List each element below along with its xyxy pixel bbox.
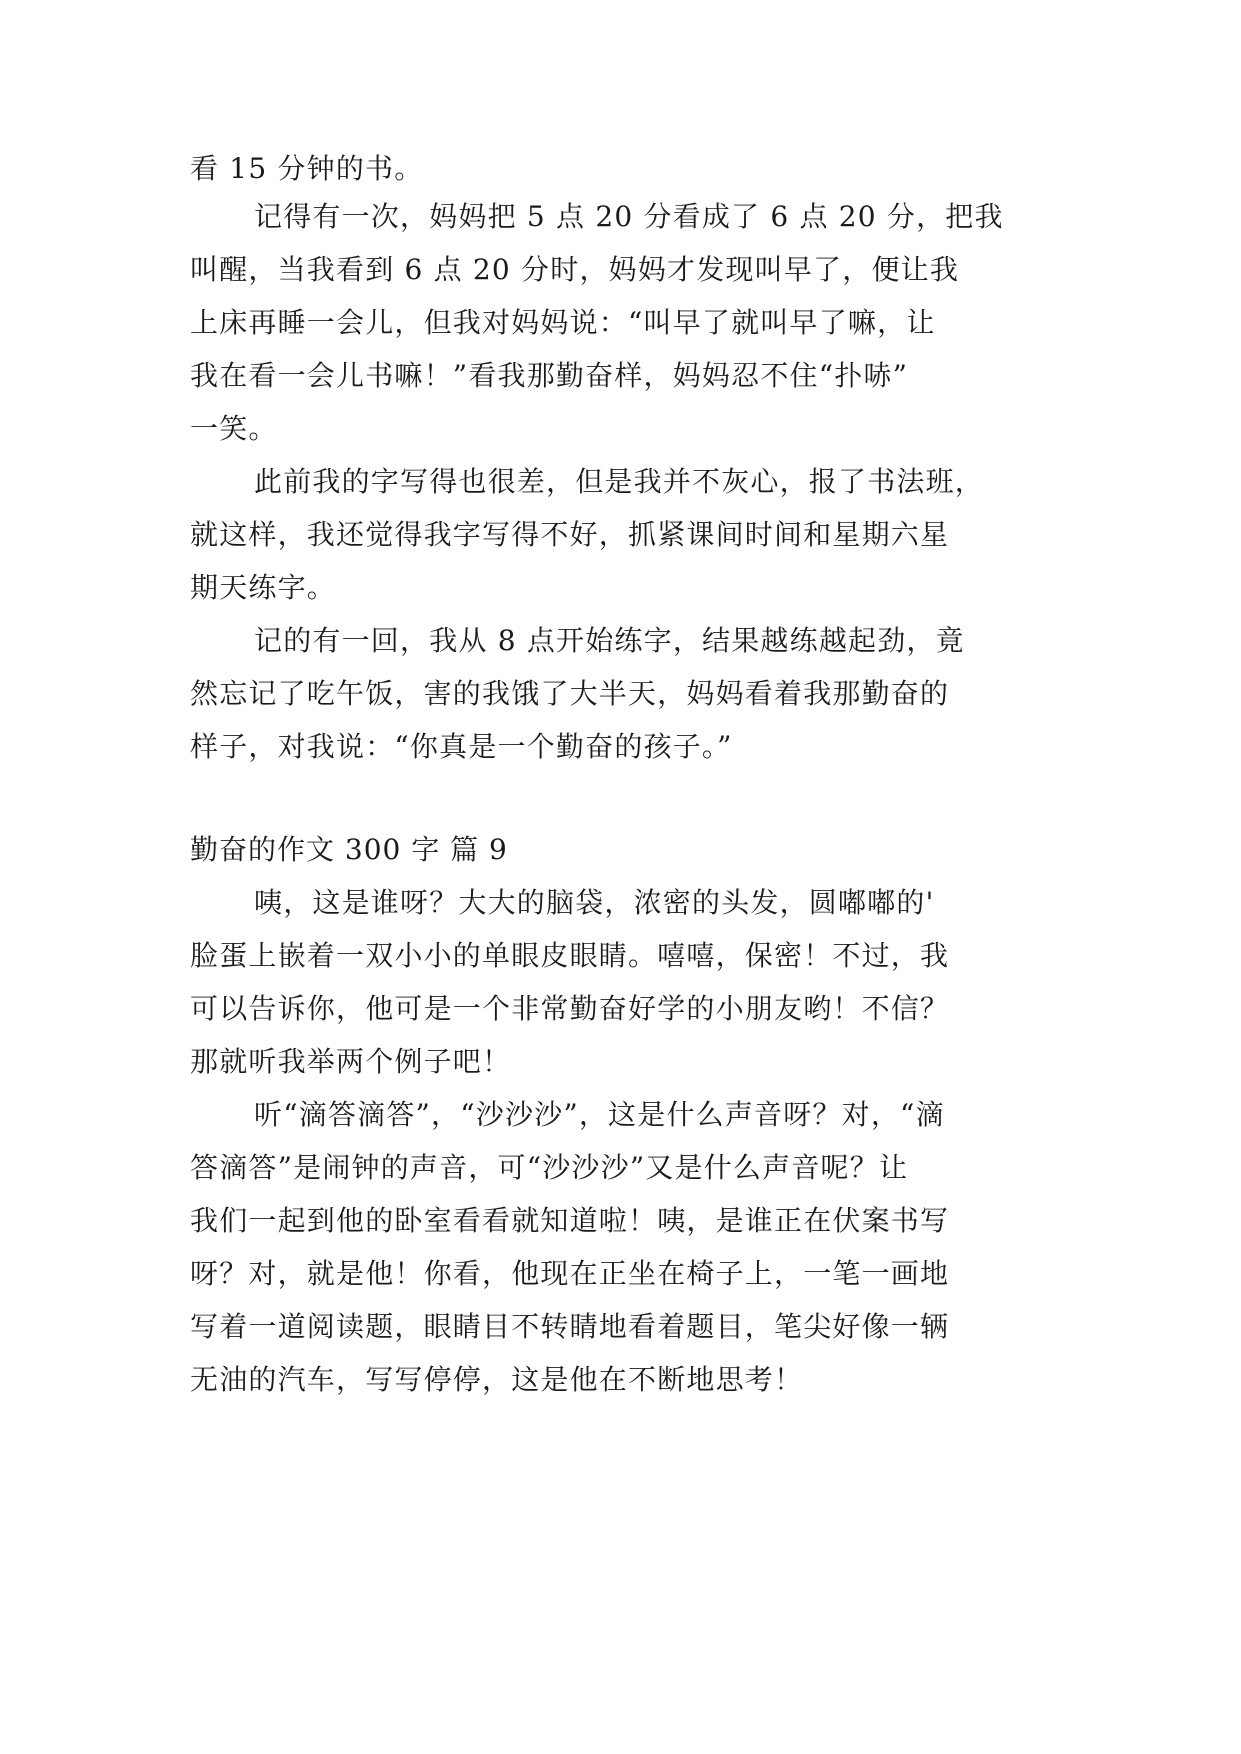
text-line: 可以告诉你，他可是一个非常勤奋好学的小朋友哟！不信？ [190, 992, 950, 1025]
text-line: 看 15 分钟的书。 [190, 152, 424, 185]
text-line: 脸蛋上嵌着一双小小的单眼皮眼睛。嘻嘻，保密！不过，我 [190, 939, 950, 972]
text-line: 上床再睡一会儿，但我对妈妈说：“叫早了就叫早了嘛，让 [190, 306, 936, 339]
text-line: 答滴答”是闹钟的声音，可“沙沙沙”又是什么声音呢？让 [190, 1151, 909, 1184]
text-line: 记的有一回，我从 8 点开始练字，结果越练越起劲，竟 [254, 624, 965, 657]
text-line: 我们一起到他的卧室看看就知道啦！咦，是谁正在伏案书写 [190, 1204, 950, 1237]
text-line: 咦，这是谁呀？大大的脑袋，浓密的头发，圆嘟嘟的' [254, 886, 935, 919]
text-line: 就这样，我还觉得我字写得不好，抓紧课间时间和星期六星 [190, 518, 950, 551]
text-line: 样子，对我说：“你真是一个勤奋的孩子。” [190, 730, 733, 763]
text-line: 呀？对，就是他！你看，他现在正坐在椅子上，一笔一画地 [190, 1257, 950, 1290]
text-line: 写着一道阅读题，眼睛目不转睛地看着题目，笔尖好像一辆 [190, 1310, 950, 1343]
text-line: 此前我的字写得也很差，但是我并不灰心，报了书法班， [254, 465, 985, 498]
text-line: 那就听我举两个例子吧！ [190, 1045, 512, 1078]
text-line: 我在看一会儿书嘛！”看我那勤奋样，妈妈忍不住“扑哧” [190, 359, 909, 392]
section-heading: 勤奋的作文 300 字 篇 9 [190, 833, 508, 866]
text-line: 记得有一次，妈妈把 5 点 20 分看成了 6 点 20 分，把我 [254, 200, 1004, 233]
document-page [190, 0, 1058, 1754]
text-line: 期天练字。 [190, 571, 337, 604]
text-line: 一笑。 [190, 412, 278, 445]
text-line: 叫醒，当我看到 6 点 20 分时，妈妈才发现叫早了，便让我 [190, 253, 960, 286]
text-line: 听“滴答滴答”，“沙沙沙”，这是什么声音呀？对，“滴 [254, 1098, 945, 1131]
text-line: 然忘记了吃午饭，害的我饿了大半天，妈妈看着我那勤奋的 [190, 677, 950, 710]
text-line: 无油的汽车，写写停停，这是他在不断地思考！ [190, 1363, 804, 1396]
